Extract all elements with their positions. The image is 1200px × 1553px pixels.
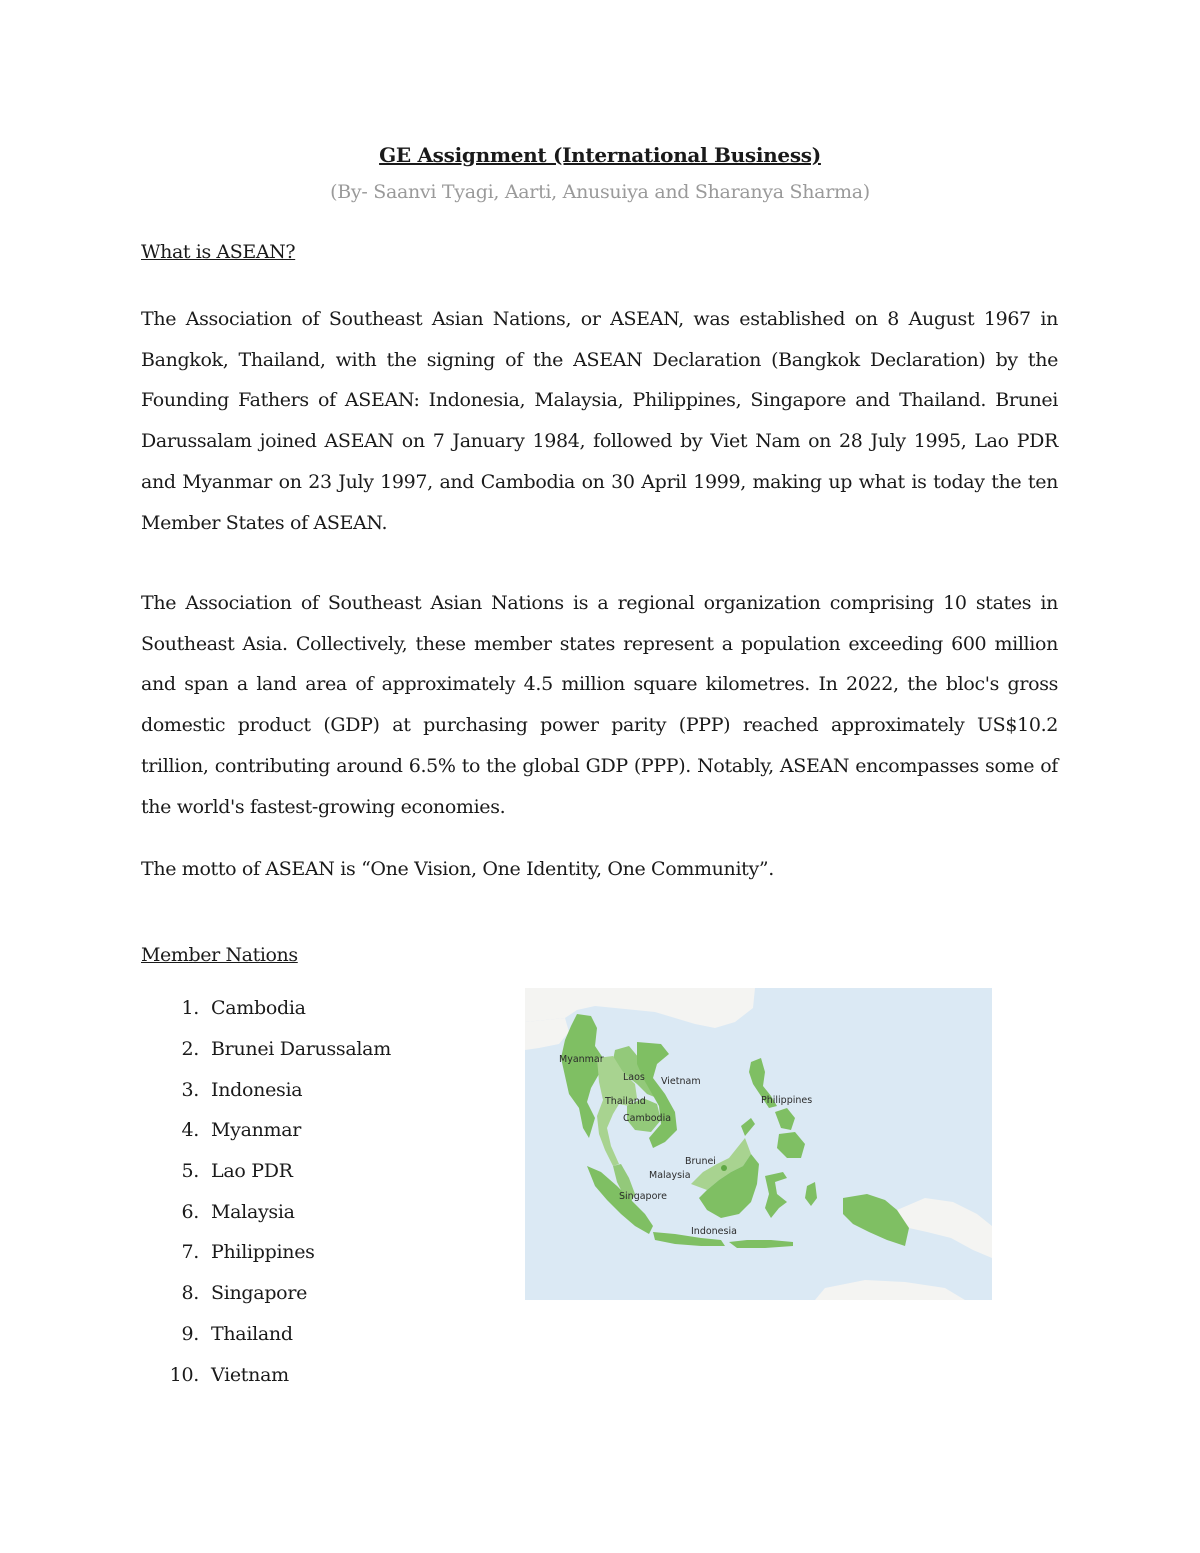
asean-map-image (525, 988, 992, 1300)
list-item-number: 2. (181, 1038, 199, 1061)
list-item-number: 9. (181, 1322, 199, 1345)
list-item-label: Singapore (211, 1282, 308, 1305)
list-item (141, 1191, 521, 1232)
document-authors: (By- Saanvi Tyagi, Aarti, Anusuiya and Sharanya Sharma) (330, 181, 870, 203)
list-item-number: 4. (181, 1119, 199, 1142)
list-item-number: 8. (181, 1282, 199, 1305)
list-item (141, 1029, 521, 1070)
list-item-label: Vietnam (211, 1363, 289, 1386)
list-item (141, 1069, 521, 1110)
list-item-number: 10. (169, 1363, 199, 1386)
asean-map-svg (525, 988, 992, 1300)
document-title: GE Assignment (International Business) (379, 143, 821, 167)
list-item (141, 1110, 521, 1151)
list-item-label: Thailand (211, 1322, 293, 1345)
list-item-label: Philippines (211, 1241, 315, 1264)
member-nations-list (141, 988, 521, 1395)
map-label-malaysia: Malaysia (649, 1170, 691, 1181)
list-item-number: 3. (181, 1078, 199, 1101)
map-label-indonesia: Indonesia (691, 1226, 737, 1237)
map-label-brunei: Brunei (685, 1156, 716, 1167)
list-item (141, 988, 521, 1029)
map-label-thailand: Thailand (605, 1096, 646, 1107)
list-item-number: 1. (181, 997, 199, 1020)
list-item-number: 5. (181, 1160, 199, 1183)
map-label-laos: Laos (623, 1072, 645, 1083)
list-item (141, 1273, 521, 1314)
list-item (141, 1314, 521, 1355)
map-country-brunei (721, 1165, 727, 1171)
list-item (141, 1354, 521, 1395)
list-item-label: Brunei Darussalam (211, 1038, 391, 1061)
map-label-philippines: Philippines (761, 1095, 813, 1106)
list-item-number: 7. (181, 1241, 199, 1264)
section-heading-member-nations: Member Nations (141, 944, 298, 966)
map-label-myanmar: Myanmar (559, 1054, 604, 1065)
map-label-singapore: Singapore (619, 1191, 667, 1202)
paragraph-history: The Association of Southeast Asian Nations, or ASEAN, was established on 8 August 1967 in Bangkok, Thailand, with the signing of the ASEAN Declaration (Bangkok Declaration) by the Founding Fathers of ASEAN: Indonesia, Malaysia, Philippines, Singapore and Thailand. Brunei Darussalam joined ASEAN on 7 January 1984, followed by Viet Nam on 28 July 1995, Lao PDR and Myanmar on 23 July 1997, and Cambodia on 30 April 1999, making up what is today the ten Member States of ASEAN. (141, 308, 1058, 534)
map-label-cambodia: Cambodia (623, 1113, 672, 1124)
list-item-label: Lao PDR (211, 1160, 293, 1183)
paragraph-motto: The motto of ASEAN is “One Vision, One Identity, One Community”. (141, 858, 774, 880)
list-item-label: Indonesia (211, 1078, 303, 1101)
list-item-label: Malaysia (211, 1200, 295, 1223)
section-heading-what-is-asean: What is ASEAN? (141, 241, 296, 263)
list-item-label: Myanmar (211, 1119, 302, 1142)
list-item-label: Cambodia (211, 997, 306, 1020)
paragraph-overview: The Association of Southeast Asian Nations is a regional organization comprising 10 states in Southeast Asia. Collectively, these member states represent a population exceeding 600 million and span a land area of approximately 4.5 million square kilometres. In 2022, the bloc's gross domestic product (GDP) at purchasing power parity (PPP) reached approximately US$10.2 trillion, contributing around 6.5% to the global GDP (PPP). Notably, ASEAN encompasses some of the world's fastest-growing economies. (141, 592, 1058, 818)
list-item (141, 1151, 521, 1192)
map-label-vietnam: Vietnam (661, 1076, 701, 1087)
list-item-number: 6. (181, 1200, 199, 1223)
list-item (141, 1232, 521, 1273)
